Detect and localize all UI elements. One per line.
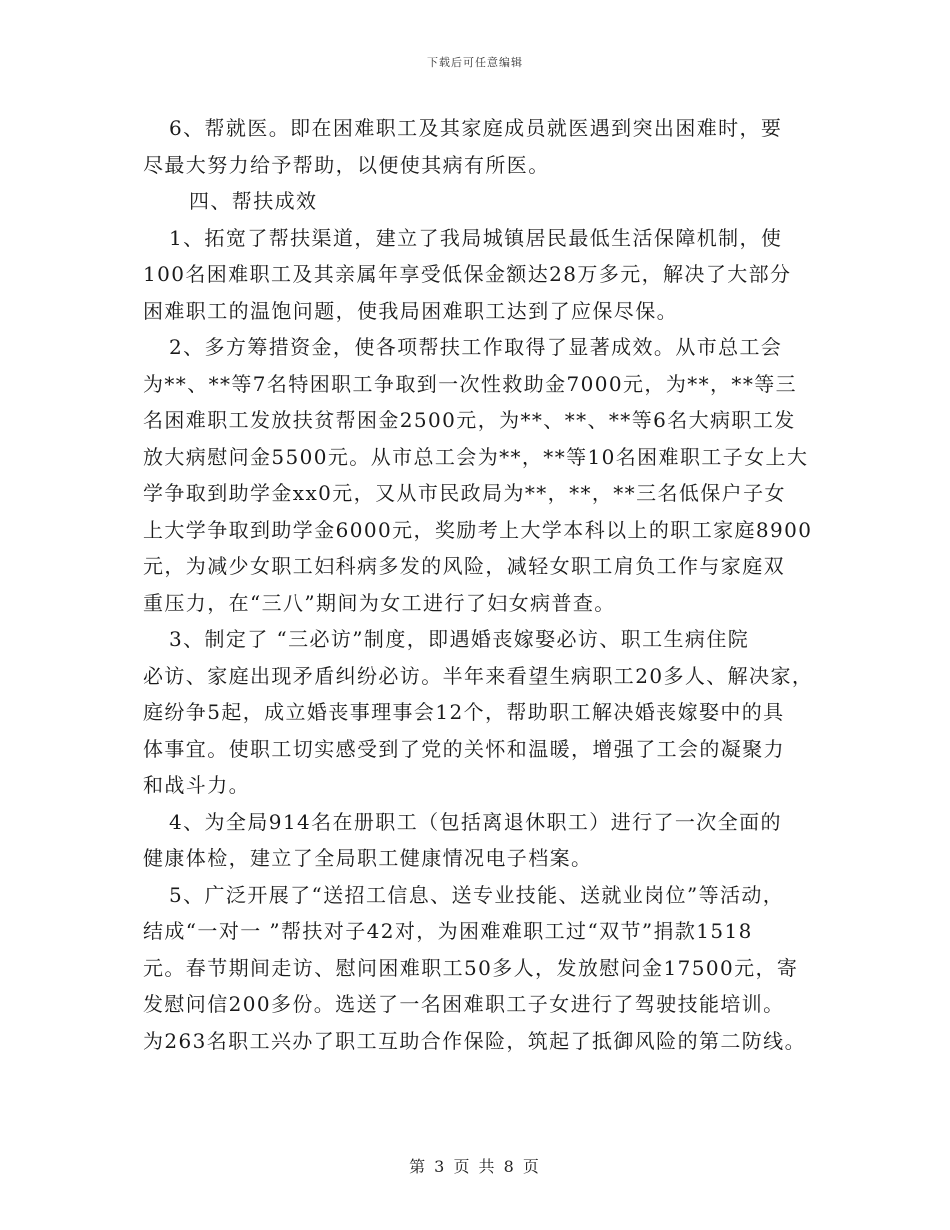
paragraph-line: 6、帮就医。即在困难职工及其家庭成员就医遇到突出困难时，要 bbox=[169, 116, 783, 140]
page-header: 下载后可任意编辑 bbox=[427, 56, 523, 69]
paragraph-line: 庭纷争5起，成立婚丧事理事会12个，帮助职工解决婚丧嫁娶中的具 bbox=[143, 700, 785, 724]
paragraph-line: 发慰问信200多份。选送了一名困难职工子女进行了驾驶技能培训。 bbox=[143, 992, 785, 1016]
paragraph-line: 结成“一对一 ”帮扶对子42对，为困难难职工过“双节”捐款1518 bbox=[143, 919, 753, 943]
paragraph-line: 为**、**等7名特困职工争取到一次性救助金7000元，为**，**等三 bbox=[143, 371, 798, 396]
paragraph-line: 重压力，在“三八”期间为女工进行了妇女病普查。 bbox=[143, 590, 616, 615]
paragraph-line: 4、为全局914名在册职工（包括离退休职工）进行了一次全面的 bbox=[169, 809, 782, 834]
section-heading: 四、帮扶成效 bbox=[189, 189, 318, 213]
paragraph-line: 尽最大努力给予帮助，以便使其病有所医。 bbox=[143, 152, 550, 177]
paragraph-line: 学争取到助学金xx0元，又从市民政局为**，**，**三名低保户子女 bbox=[143, 481, 786, 505]
paragraph-line: 健康体检，建立了全局职工健康情况电子档案。 bbox=[143, 846, 593, 870]
paragraph-line: 1、拓宽了帮扶渠道，建立了我局城镇居民最低生活保障机制，使 bbox=[169, 225, 783, 250]
paragraph-line: 为263名职工兴办了职工互助合作保险，筑起了抵御风险的第二防线。 bbox=[143, 1028, 806, 1053]
paragraph-line: 元，为减少女职工妇科病多发的风险，减轻女职工肩负工作与家庭双 bbox=[143, 554, 785, 578]
paragraph-line: 100名困难职工及其亲属年享受低保金额达28万多元，解决了大部分 bbox=[143, 262, 792, 286]
document-body bbox=[143, 110, 823, 1059]
paragraph-line: 困难职工的温饱问题，使我局困难职工达到了应保尽保。 bbox=[143, 298, 678, 323]
paragraph-line: 必访、家庭出现矛盾纠纷必访。半年来看望生病职工20多人、解决家， bbox=[143, 663, 814, 688]
paragraph-line: 5、广泛开展了“送招工信息、送专业技能、送就业岗位”等活动， bbox=[169, 882, 785, 907]
paragraph-line: 名困难职工发放扶贫帮困金2500元，为**、**、**等6名大病职工发 bbox=[143, 408, 796, 432]
paragraph-line: 和战斗力。 bbox=[143, 773, 250, 797]
paragraph-line: 元。春节期间走访、慰问困难职工50多人，发放慰问金17500元，寄 bbox=[143, 955, 799, 980]
paragraph-line: 上大学争取到助学金6000元，奖励考上大学本科以上的职工家庭8900 bbox=[143, 517, 813, 542]
paragraph-line: 体事宜。使职工切实感受到了党的关怀和温暖，增强了工会的凝聚力 bbox=[143, 736, 785, 761]
paragraph-line: 放大病慰问金5500元。从市总工会为**，**等10名困难职工子女上大 bbox=[143, 444, 809, 469]
paragraph-line: 3、制定了 “三必访”制度，即遇婚丧嫁娶必访、职工生病住院 bbox=[169, 627, 750, 651]
page-footer: 第 3 页 共 8 页 bbox=[409, 1157, 541, 1176]
paragraph-line: 2、多方筹措资金，使各项帮扶工作取得了显著成效。从市总工会 bbox=[169, 335, 783, 359]
